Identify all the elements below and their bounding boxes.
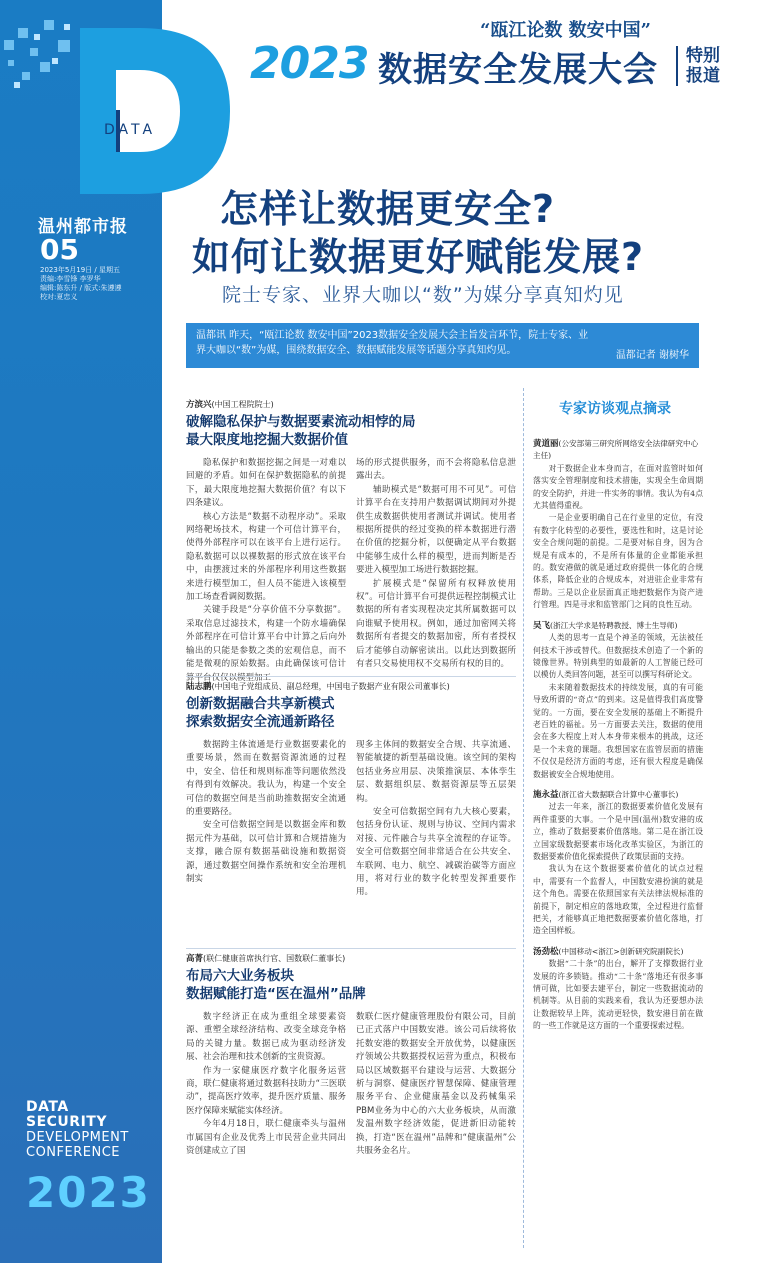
conf-line-1: DATA xyxy=(26,1099,69,1115)
headline-line-2: 如何让数据更好赋能发展? xyxy=(192,235,645,279)
expert-name: 汤劲松(中国移动<浙江>创新研究院副院长) xyxy=(533,946,684,957)
article-3 xyxy=(186,952,516,1158)
article-author: 高菁(联仁健康首席执行官、国数联仁董事长) xyxy=(186,954,346,964)
expert-name: 吴飞(浙江大学求是特聘教授、博士生导师) xyxy=(533,620,678,631)
article-title: 创新数据融合共享新模式 探索数据安全流通新路径 xyxy=(186,696,335,730)
proofreader: 校对:夏忠义 xyxy=(40,293,78,301)
header-title: 数据安全发展大会 xyxy=(378,50,658,90)
article-title: 布局六大业务板块 数据赋能打造“医在温州”品牌 xyxy=(186,968,366,1002)
expert-name: 黄道丽(公安部第三研究所网络安全法律研究中心主任) xyxy=(533,439,699,461)
article-body: 隐私保护和数据挖掘之间是一对难以回避的矛盾。如何在保护数据隐私的前提下，最大限度地挖掘大数据价值？有以下四条建议。 核心方法是“数据不动程序动”。采取网络靶场技术，构建一个可信计算平台，使得外部程序可以在该平台上进行运行。隐私数据可以以裸数据的形式放在该平台中，由摆渡过来的外部程序利用这些数据来进行模型加工，但人员不能进入该模型加工场查看调阅数据。 关键手段是“分享价值不分享数据”。采取信息过滤技术，构建一个防水墙确保外部程序在可信计算平台中计算之后向外输出的只能是参数之类的宏观信息，而不能是微观的原始数据。由此确保该可信计算平台仅仅以模型加工 场的形式提供服务，而不会将隐私信息泄露出去。 辅助模式是“数据可用不可见”。可信计算平台在支持用户数据调试期间对外提供生成数据供使用者测试并调试。使用者根据所提供的经过变换的样本数据进行潜在价值的挖掘分析，以便确定从平台数据中能够生成什么样的模型，进而判断是否要进入模型加工场进行数据挖掘。 扩展模式是“保留所有权释放使用权”。可信计算平台可提供远程控制模式让数据的所有者实现程决定其所属数据可以向谁赋予使用权。例如，通过加密网关将数据所有者提交的数据加密，所有者授权后才能够自动解密读出。以此达到数据所有者只交易使用权不交易所有权的目的。 xyxy=(186,458,516,683)
lead-text: 温都讯 昨天，“瓯江论数 数安中国”2023数据安全发展大会主旨发言环节，院士专家、业界大咖以“数”为媒，围绕数据安全、数据赋能发展等话题分享真知灼见。 xyxy=(196,330,589,356)
article-author: 陆志鹏(中国电子党组成员、副总经理，中国电子数据产业有限公司董事长) xyxy=(186,682,450,692)
divider xyxy=(186,676,516,677)
header-slogan: “瓯江论数 数安中国” xyxy=(480,20,651,41)
pixel-mosaic-icon xyxy=(0,0,150,95)
article-2 xyxy=(186,680,516,900)
article-1 xyxy=(186,398,516,685)
article-title: 破解隐私保护与数据要素流动相悖的局 最大限度地挖掘大数据价值 xyxy=(186,414,416,448)
conference-english-name xyxy=(26,1100,156,1160)
lead-box xyxy=(186,323,699,368)
conference-year: 2023 xyxy=(26,1168,151,1217)
conf-line-3: DEVELOPMENT xyxy=(26,1130,129,1145)
logo-text: DATA xyxy=(104,122,157,138)
conf-line-2: SECURITY xyxy=(26,1114,107,1130)
article-author: 方滨兴(中国工程院院士) xyxy=(186,400,274,410)
article-body: 数据跨主体流通是行业数据要素化的重要场景，然而在数据资源流通的过程中，安全、信任和规则标准等问题依然没有得到有效解决。我认为，构建一个安全可信的数据空间是当前助推数据安全流通的重要路径。 安全可信数据空间是以数据金库和数据元件为基础，以可信计算和合规措施为支撑，融合原有数据基础设施和数据资源，通过数据空间操作系统和安全治理机制实 现多主体间的数据安全合规、共享流通、智能敏捷的新型基础设施。该空间的架构包括业务应用层、决策推演层、本体孪生层、数据组织层、数据资源层等五层架构。 安全可信数据空间有九大核心要素，包括身份认证、规则与协议、空间内需求对接、元件融合与共享全流程的存证等。安全可信数据空间非常适合在公共安全、车联网、电力、航空、减碳治碳等方面应用，将对行业的数字化转型发挥重要作用。 xyxy=(186,740,516,898)
page-number: 05 xyxy=(40,233,79,266)
subheadline: 院士专家、业界大咖以“数”为媒分享真知灼见 xyxy=(222,284,624,306)
conf-line-4: CONFERENCE xyxy=(26,1145,120,1160)
lead-byline: 温都记者 谢树华 xyxy=(615,350,689,361)
headline-line-1: 怎样让数据更安全? xyxy=(220,187,556,231)
expert-name: 施永益(浙江省大数据联合计算中心董事长) xyxy=(533,789,679,800)
issue-date: 2023年5月19日 / 星期五 xyxy=(40,266,120,274)
special-report-label: 特别报道 xyxy=(676,46,728,86)
article-body: 数字经济正在成为重组全球要素资源、重塑全球经济结构、改变全球竞争格局的关键力量。数据已成为驱动经济发展、社会治理和技术创新的宝贵资源。 作为一家健康医疗数字化服务运营商，联仁健康将通过数据科技助力“三医联动”，提高医疗效率，提升医疗质量、服务医疗保障来赋能实体经济。 今年4月18日，联仁健康牵头与温州市属国有企业及优秀上市民营企业共同出资创建成立了国 数联仁医疗健康管理股份有限公司，目前已正式落户中国数安港。该公司后续将依托数安港的数据安全开放优势，以健康医疗领域公共数据授权运营为重点，积极布局以区域数据平台建设与运营、大数据分析与洞察、健康医疗智慧保障、健康管理服务平台、企业健康基金以及药械集采PBM业务为中心的六大业务板块，从而激发温州数字经济效能，促进新旧动能转换，打造“医在温州”品牌和“健康温州”公共服务金名片。 xyxy=(186,1012,516,1157)
layout-editor: 编辑:陈东升 / 版式:朱遵遵 xyxy=(40,284,122,292)
divider xyxy=(186,948,516,949)
issue-meta xyxy=(40,266,158,302)
sidebar-heading: 专家访谈观点摘录 xyxy=(559,401,671,417)
header-year: 2023 xyxy=(250,38,369,89)
editors: 责编:李雪锋 李罗华 xyxy=(40,275,101,283)
sidebar-body: 黄道丽(公安部第三研究所网络安全法律研究中心主任) 对于数据企业本身而言，在面对监管时如何落实安全管理制度和技术措施，实现全生命周期的安全防护，并进一件实务的事情。我认为有4点尤其值得重视。 一是企业要明确自己在行业里的定位，有没有数字化转型的必要性，要选性和时，这是讨论安全合规问题的前提。二是要对标自身，因为合规是有成本的，不是所有体量的企业都能承担的。数安港做的就是通过政府提供一体化的合规体系，降低企业的合规成本，对进驻企业非常有帮助。三是以企业层面真正地把数据作为资产进行管理。四是寻求和监管部门之间的良性互动。 吴飞(浙江大学求是特聘教授、博士生导师) 人类的思考一直是个神圣的领域，无法被任何技术干涉或替代。但数据技术创造了一个新的镜像世界。特别典型的如最新的人工智能已经可以模仿人类回答问题，甚至可以撰写科研论文。 未来随着数据技术的持续发展，真的有可能导致所谓的“奇点”的到来。这是值得我们高度警觉的。一方面，要在安全发展的基础上不断提升老百姓的福祉。另一方面要去关注，数据的使用会在多大程度上对人本身带来根本的挑战，这还是一个未竟的课题。我想国家在监管层面的措施不仅仅是经济方面的考虑，还有很大程度是确保数据被安全合规地使用。 施永益(浙江省大数据联合计算中心董事长) 过去一年来，浙江的数据要素价值化发展有两件重要的大事。一个是中国(温州)数安港的成立，推动了数据要素价值落地。第二是在浙江设立国家级数据要素市场化改革实验区，为浙江的数据要素价值化探索提供了政策层面的支持。 我认为在这个数据要素价值化的试点过程中，需要有一个监督人，中国数安港扮演的就是这个角色。需要在依照国家有关法律法规标准的前提下，制定相应的落地政策，全过程进行监督把关，才能够真正地把数据要素价值化落地，打造全国样板。 汤劲松(中国移动<浙江>创新研究院副院长) 数据“二十条”的出台，解开了支撑数据行业发展的许多锁链。推动“二十条”落地还有很多事情可做，比如要去建平台，制定一些数据流动的机制等。从目前的实践来看，我认为还要想办法让数据较早上阵，流动更轻快，数安港目前在做的一些工作就是这方面的一个重要探索过程。 xyxy=(533,439,703,1031)
newspaper-name: 温州都市报 xyxy=(38,217,128,237)
